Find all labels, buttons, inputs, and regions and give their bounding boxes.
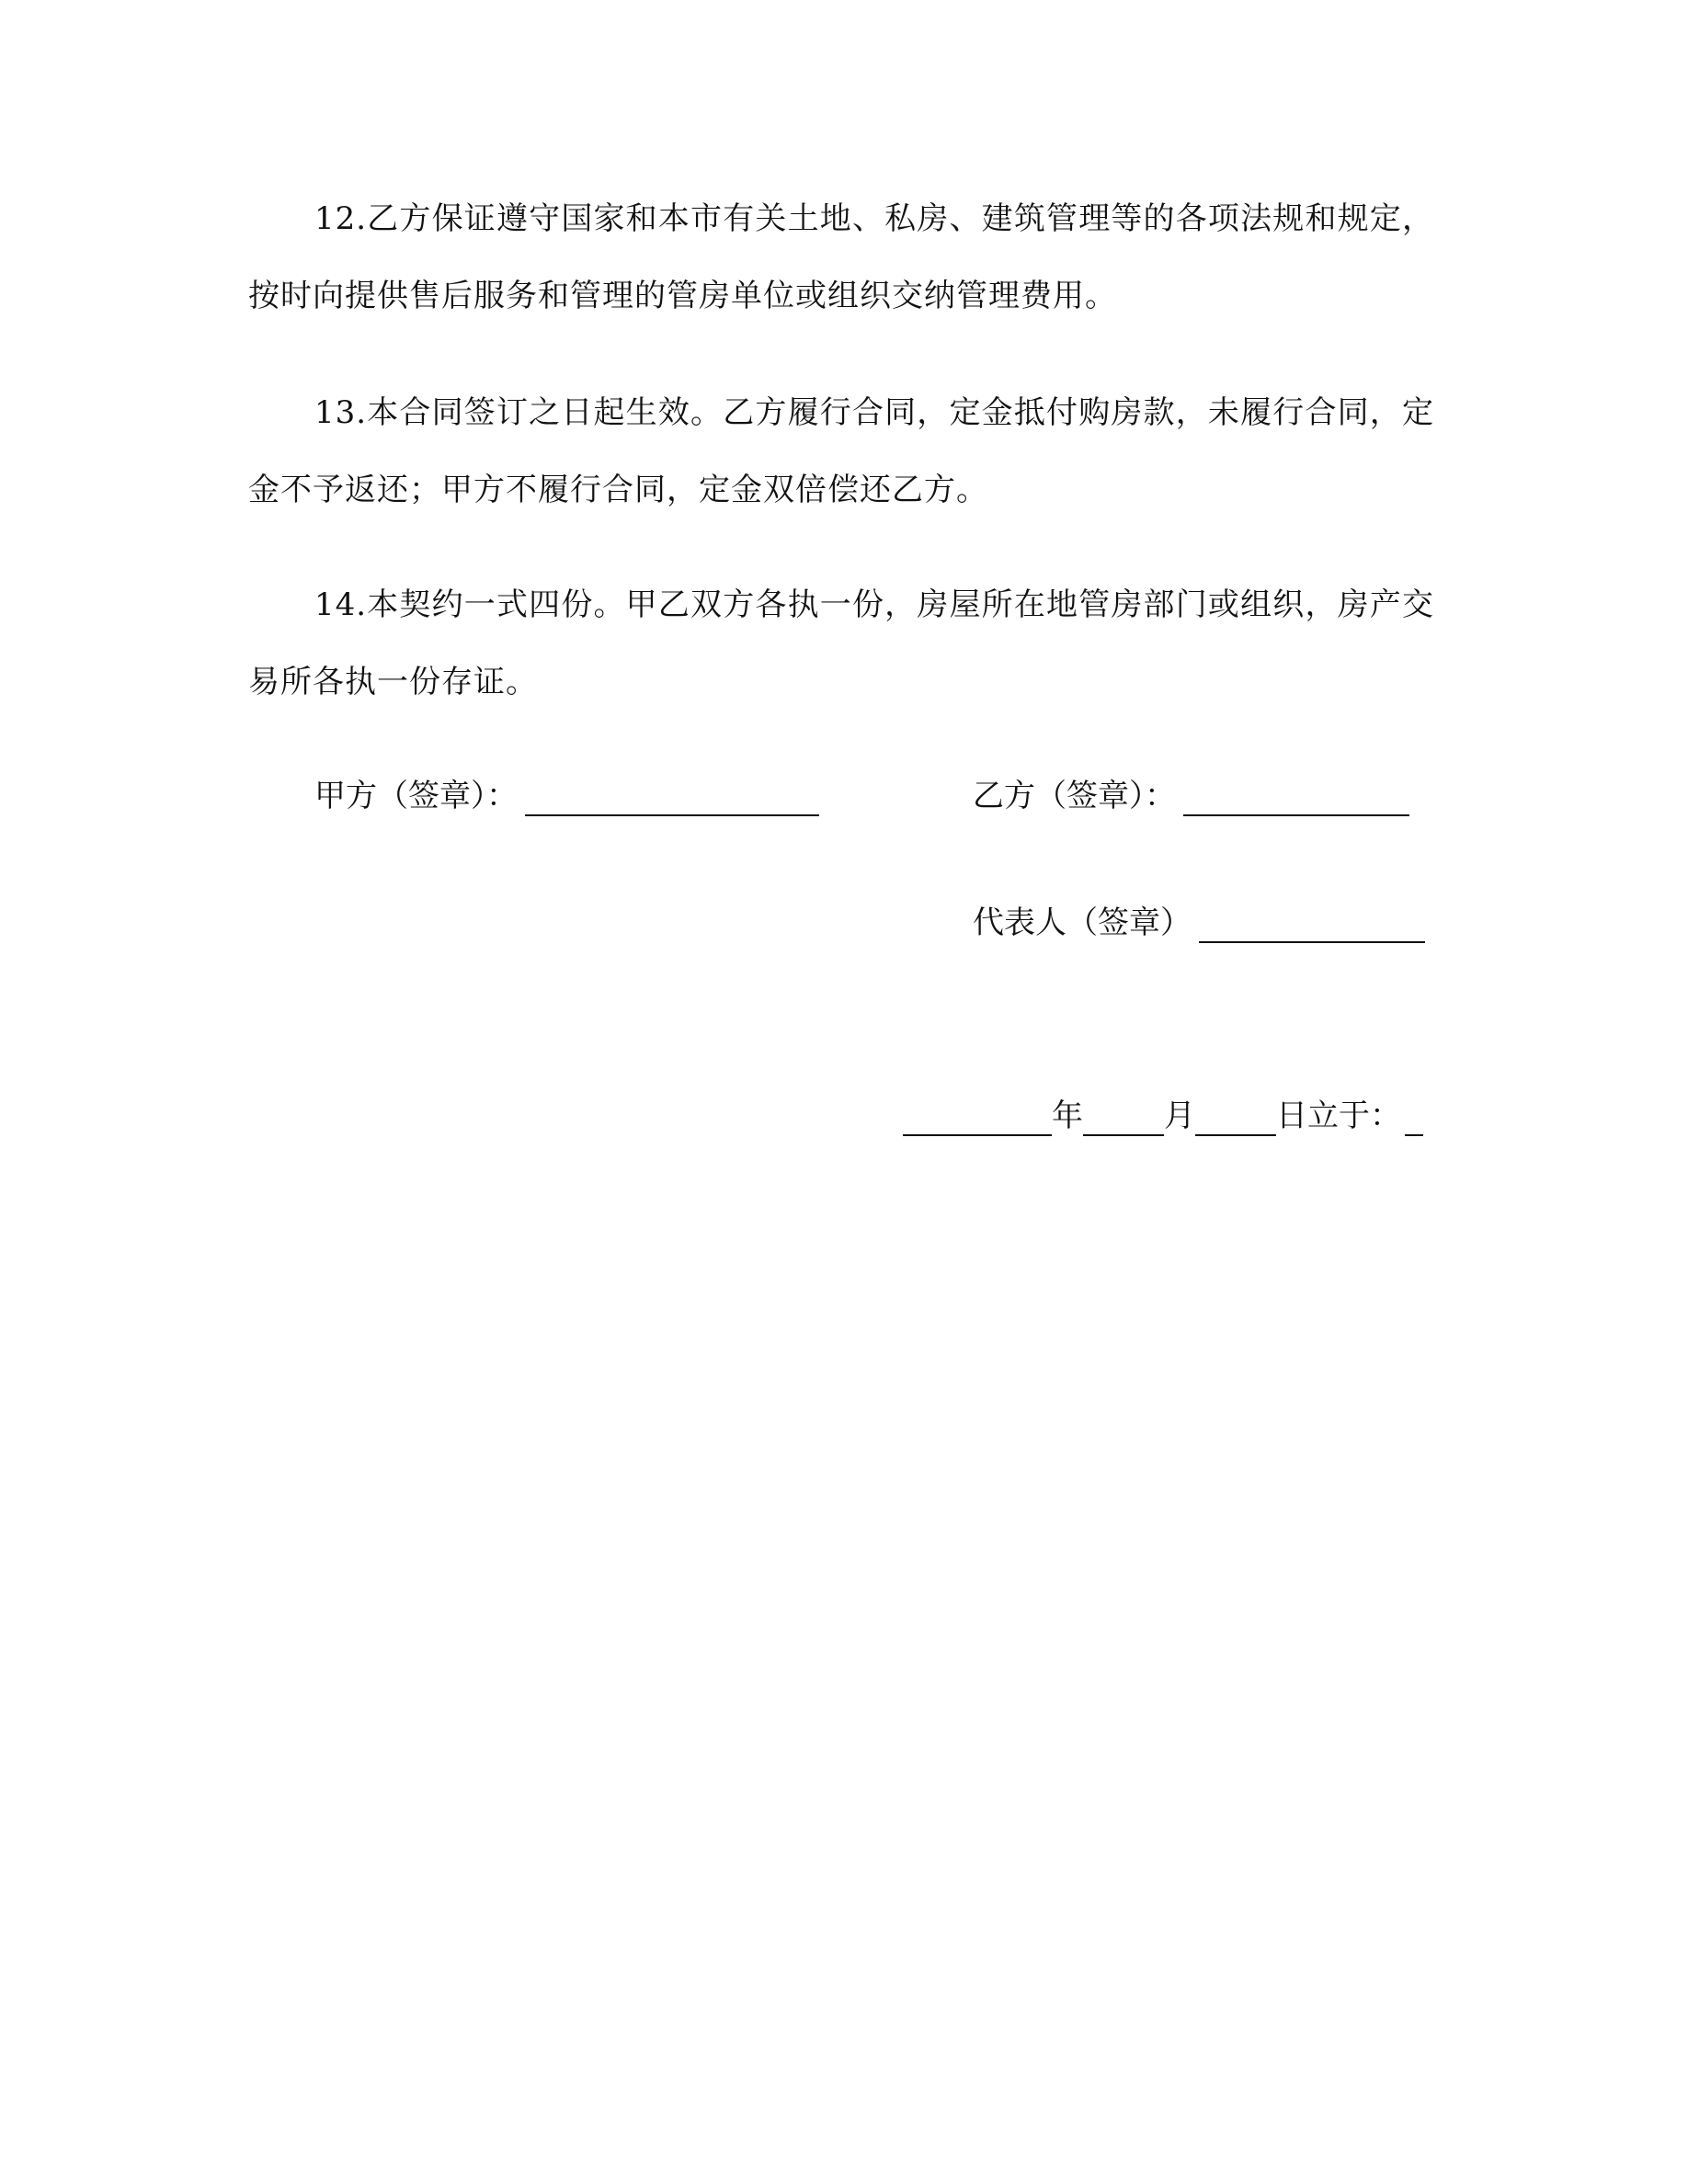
- party-b-label: 乙方（签章）：: [973, 778, 1176, 814]
- clause-14: 14.本契约一式四份。甲乙双方各执一份，房屋所在地管房部门或组织，房产交易所各执一份存证。: [248, 586, 1434, 700]
- day-label: 日立于：: [1276, 1098, 1401, 1134]
- party-b-signature: [973, 776, 1409, 816]
- party-a-signature-line[interactable]: [525, 781, 819, 816]
- representative-signature: [973, 903, 1425, 943]
- representative-label: 代表人（签章）: [973, 904, 1192, 941]
- month-label: 月: [1164, 1098, 1195, 1134]
- year-blank[interactable]: [903, 1101, 1052, 1136]
- year-label: 年: [1052, 1098, 1083, 1134]
- clause-13: 13.本合同签订之日起生效。乙方履行合同，定金抵付购房款，未履行合同，定金不予返还；甲方不履行合同，定金双倍偿还乙方。: [248, 394, 1434, 508]
- day-blank[interactable]: [1195, 1101, 1276, 1136]
- representative-signature-line[interactable]: [1199, 908, 1425, 943]
- party-a-label: 甲方（签章）：: [314, 778, 518, 814]
- clause-12: 12.乙方保证遵守国家和本市有关土地、私房、建筑管理等的各项法规和规定，按时向提供售后服务和管理的管房单位或组织交纳管理费用。: [248, 200, 1434, 314]
- date-line: [903, 1096, 1423, 1136]
- party-b-signature-line[interactable]: [1183, 781, 1409, 816]
- place-blank[interactable]: [1405, 1101, 1423, 1136]
- party-a-signature: [314, 776, 819, 816]
- month-blank[interactable]: [1083, 1101, 1164, 1136]
